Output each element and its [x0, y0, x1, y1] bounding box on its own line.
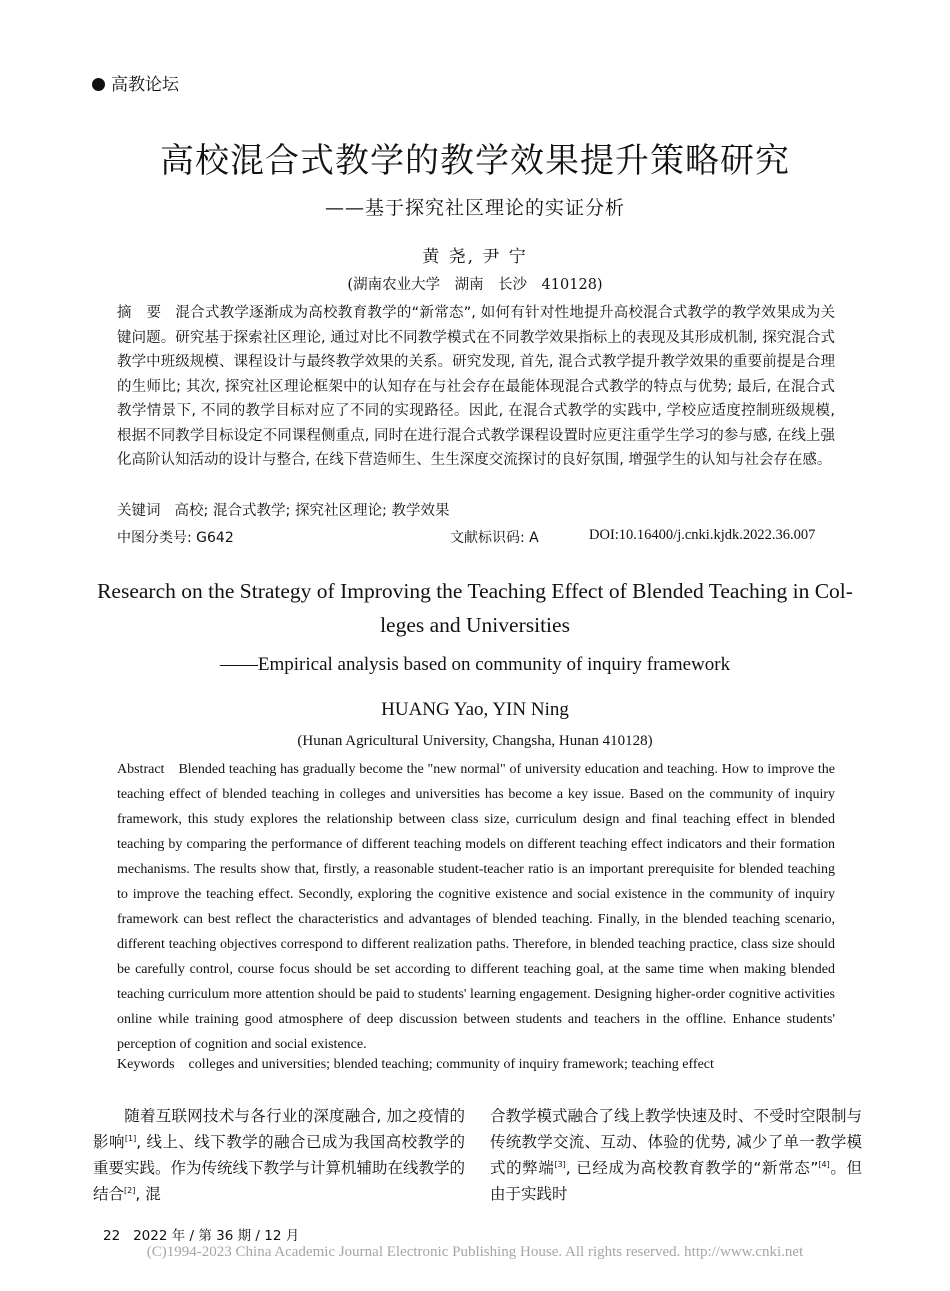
citation-ref[interactable]: [3]: [554, 1159, 566, 1169]
section-tag: [92, 70, 179, 95]
page-footer: [103, 1224, 299, 1244]
cn-keywords-text: 高校; 混合式教学; 探究社区理论; 教学效果: [174, 503, 450, 519]
section-tag-label: 高教论坛: [111, 75, 179, 95]
en-authors: HUANG Yao, YIN Ning: [381, 699, 569, 720]
bullet-dot-icon: [92, 78, 105, 91]
citation-ref[interactable]: [2]: [124, 1185, 136, 1195]
clc-number: 中图分类号: G642: [117, 530, 234, 546]
doi-link[interactable]: DOI:10.16400/j.cnki.kjdk.2022.36.007: [589, 527, 816, 543]
cn-abstract-text: 混合式教学逐渐成为高校教育教学的“新常态”, 如何有针对性地提升高校混合式教学的教学效果成为关键问题。研究基于探索社区理论, 通过对比不同教学模式在不同教学效果指标上的表现及其形成机制, 探究混合式教学中班级规模、课程设计与最终教学效果的关系。研究发现, 首先, 混合式教学提升教学效果的重要前提是合理的生师比; 其次, 探究社区理论框架中的认知存在与社会存在最能体现混合式教学的特点与优势; 最后, 在混合式教学情景下, 不同的教学目标对应了不同的实现路径。因此, 在混合式教学的实践中, 学校应适度控制班级规模, 根据不同教学目标设定不同课程侧重点, 同时在进行混合式教学课程设置时应更注重学生学习的参与感, 在线上强化高阶认知活动的设计与整合, 在线下营造师生、生生深度交流探讨的良好氛围, 增强学生的认知与社会存在感。: [117, 305, 836, 468]
cn-affiliation: (湖南农业大学 湖南 长沙 410128): [347, 277, 603, 293]
body-column-left: [93, 1103, 465, 1207]
en-keywords-text: colleges and universities; blended teaching; community of inquiry framework; teaching effect: [188, 1057, 714, 1072]
body-left-text-2: , 线上、线下教学的融合已成为我国高校教学的重要实践。作为传统线下教学与计算机辅助在线教学的结合: [93, 1133, 466, 1203]
en-abstract-text: Blended teaching has gradually become the "new normal" of university education and teaching. How to improve the teaching effect of blended teaching in colleges and universities has become a key issue. Based on the community of inquiry framework, this study explores the relationship between class size, curriculum design and final teaching effect in blended teaching by comparing the performance of different teaching models on different teaching effect indicators and their formation mechanisms. The results show that, firstly, a reasonable student-teacher ratio is an important prerequisite for blended teaching to improve the teaching effect. Secondly, exploring the cognitive existence and social existence in the community of inquiry framework can best reflect the characteristics and advantages of blended teaching. Finally, in the blended teaching scenario, different teaching objectives correspond to different realization paths. Therefore, in blended teaching practice, class size should be carefully control, course focus should be set according to different teaching goal, at the same time when making blended teaching curriculum more attention should be paid to students' learning engagement. Designing higher-order cognitive activities online while training good atmosphere of deep discussion between students and teachers in the offline. Enhance students' perception of cognition and social existence.: [117, 762, 835, 1052]
copyright-watermark: (C)1994-2023 China Academic Journal Electronic Publishing House. All rights reserved. http://www.cnki.net: [146, 1244, 804, 1260]
en-title-line2: leges and Universities: [380, 613, 570, 637]
en-keywords-label: Keywords: [117, 1057, 175, 1072]
cn-abstract-label: 摘 要: [117, 305, 162, 321]
cn-keywords-label: 关键词: [117, 503, 161, 519]
cn-keywords: [117, 499, 449, 520]
en-affiliation: (Hunan Agricultural University, Changsha, Hunan 410128): [297, 733, 653, 749]
issue-info: 2022 年 / 第 36 期 / 12 月: [133, 1228, 300, 1244]
body-right-text-1: 合教学模式融合了线上教学快速及时、不受时空限制与传统教学交流、互动、体验的优势, 减少了单一教学模式的弊端: [490, 1107, 863, 1177]
classification-row: [117, 527, 835, 547]
cn-abstract: [117, 301, 835, 473]
body-right-text-3: 。但由于实践时: [490, 1159, 862, 1203]
cn-subtitle: ——基于探究社区理论的实证分析: [324, 197, 625, 219]
en-abstract: [117, 757, 835, 1057]
en-title-line1: Research on the Strategy of Improving the Teaching Effect of Blended Teaching in Col-: [97, 579, 853, 603]
en-abstract-label: Abstract: [117, 762, 165, 777]
page-number: 22: [103, 1228, 121, 1244]
body-left-text-1: 随着互联网技术与各行业的深度融合, 加之疫情的影响: [93, 1107, 465, 1151]
en-title: [0, 574, 950, 642]
body-right-text-2: , 已经成为高校教育教学的“新常态”: [565, 1159, 819, 1177]
cn-title: 高校混合式教学的教学效果提升策略研究: [160, 141, 790, 181]
citation-ref[interactable]: [4]: [818, 1159, 830, 1169]
cn-authors: 黄 尧, 尹 宁: [422, 247, 528, 267]
body-left-text-3: , 混: [135, 1185, 161, 1203]
citation-ref[interactable]: [1]: [124, 1133, 137, 1143]
document-code: 文献标识码: A: [450, 530, 539, 546]
en-keywords: [117, 1057, 714, 1073]
en-subtitle: ——Empirical analysis based on community of inquiry framework: [219, 654, 731, 675]
body-column-right: [490, 1103, 862, 1207]
